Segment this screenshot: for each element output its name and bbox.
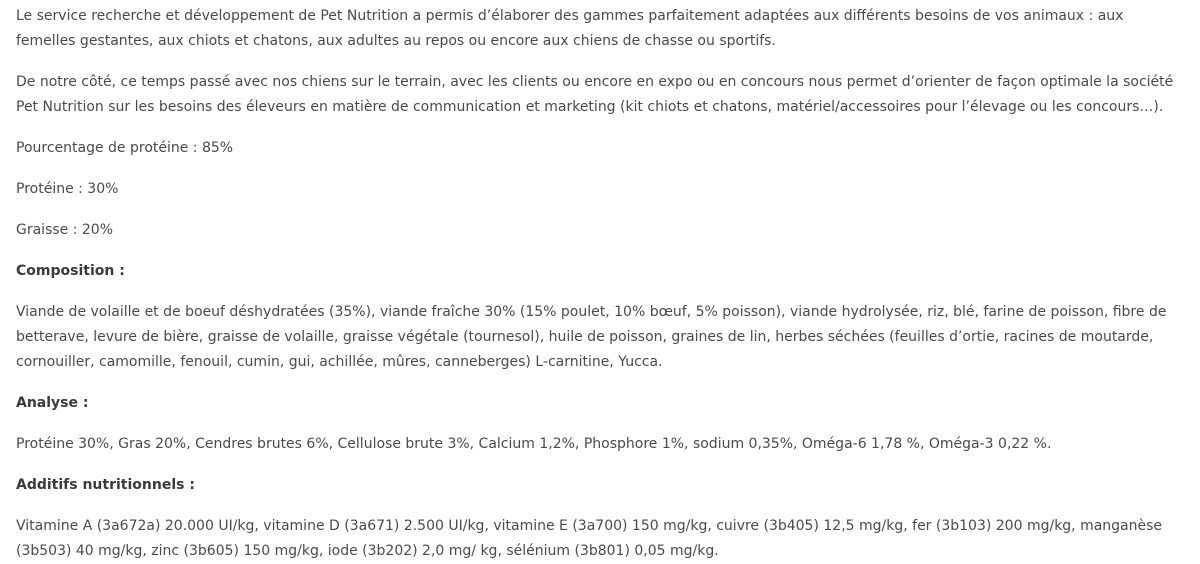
additives-text: Vitamine A (3a672a) 20.000 UI/kg, vitamine D (3a671) 2.500 UI/kg, vitamine E (3a700) 150 mg/kg, cuivre (3b405) 12,5 mg/kg, fer (3b103) 200 mg/kg, manganèse (3b503) 40 mg/kg, zinc (3b605) 150 mg/kg, iode (3b202) 2,0 mg/ kg, sélénium (3b801) 0,05 mg/kg. (16, 518, 1163, 559)
protein-line: Protéine : 30% (16, 181, 119, 197)
intro-paragraph-research: Le service recherche et développement de Pet Nutrition a permis d’élaborer des gammes parfaitement adaptées aux différents besoins de vos animaux : aux femelles gestantes, aux chiots et chatons, aux adultes au repos ou encore aux chiens de chasse ou sportifs. (16, 8, 1124, 49)
intro-paragraph-breeders: De notre côté, ce temps passé avec nos chiens sur le terrain, avec les clients ou encore en expo ou en concours nous permet d’orienter de façon optimale la société Pet Nutrition sur les besoins des éleveurs en matière de communication et marketing (kit chiots et chatons, matériel/accessoires pour l’élevage ou les concours…). (16, 74, 1174, 115)
analysis-text: Protéine 30%, Gras 20%, Cendres brutes 6%, Cellulose brute 3%, Calcium 1,2%, Phosphore 1%, sodium 0,35%, Oméga-6 1,78 %, Oméga-3 0,22 %. (16, 436, 1052, 452)
composition-text: Viande de volaille et de boeuf déshydratées (35%), viande fraîche 30% (15% poulet, 10% bœuf, 5% poisson), viande hydrolysée, riz, blé, farine de poisson, fibre de betterave, levure de bière, graisse de volaille, graisse végétale (tournesol), huile de poisson, graines de lin, herbes séchées (feuilles d’ortie, racines de moutarde, cornouiller, camomille, fenouil, cumin, gui, achillée, mûres, canneberges) L-carnitine, Yucca. (16, 304, 1167, 370)
fat-line: Graisse : 20% (16, 222, 114, 238)
additives-heading: Additifs nutritionnels : (16, 477, 195, 493)
analysis-heading: Analyse : (16, 395, 89, 411)
protein-percentage-line: Pourcentage de protéine : 85% (16, 140, 234, 156)
composition-heading: Composition : (16, 263, 125, 279)
